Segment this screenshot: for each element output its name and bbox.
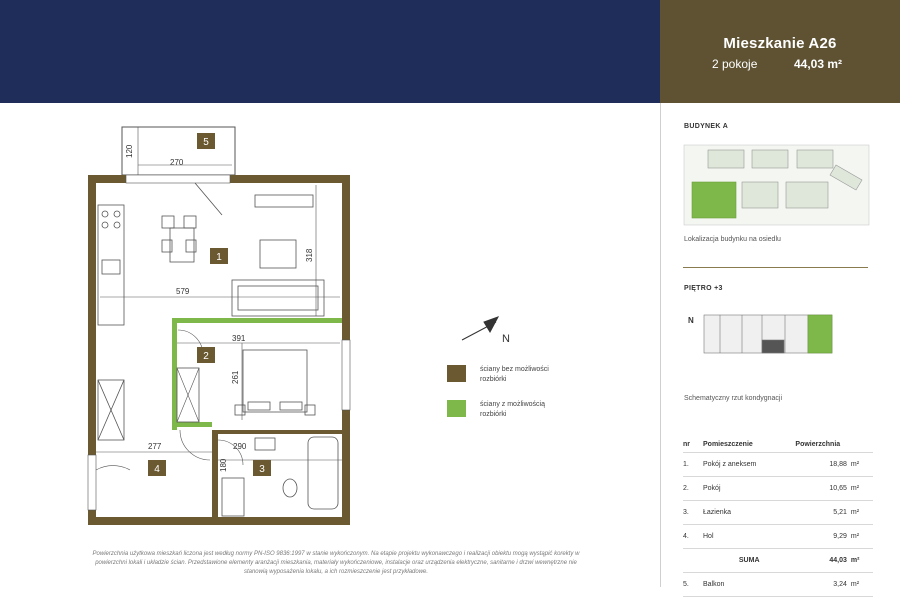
dining-table (162, 216, 196, 262)
north-arrow (462, 317, 498, 340)
removable-walls (172, 318, 342, 430)
table-row: 5. Balkon 3,24 m² (683, 572, 873, 596)
floor-caption: Schematyczny rzut kondygnacji (684, 395, 783, 402)
table-row: 3. Łazienka 5,21 m² (683, 500, 873, 524)
dim-balcony-width: 270 (170, 158, 184, 167)
legend-removable-swatch (447, 400, 466, 417)
dim-bedroom-width: 391 (232, 334, 246, 343)
col-area: Powierzchnia (795, 438, 873, 452)
dim-living-depth: 318 (305, 248, 314, 262)
legend-fixed-swatch (447, 365, 466, 382)
kitchen-furniture (98, 205, 124, 440)
legend-removable-label: ściany z możliwością rozbiórki (480, 401, 545, 418)
floor-north-label: N (688, 316, 694, 325)
legend-fixed-label: ściany bez możliwości rozbiórki (480, 366, 549, 383)
total-area: 44,03 m² (793, 57, 842, 71)
dim-bath-width: 290 (233, 442, 247, 451)
dim-bath-depth: 180 (219, 458, 228, 472)
building-label: BUDYNEK A (684, 123, 729, 130)
col-room: Pomieszczenie (703, 438, 795, 452)
table-row: 4. Hol 9,29 m² (683, 524, 873, 548)
footnote: Powierzchnia użytkowa mieszkań liczona jest według normy PN-ISO 9836:1997 w stanie wykończonym. Na etapie projektu wykonawczego i realizacji obiektu mogą wystąpić korekty w powierzchni lokali i układzie ścian. Przedstawione elementy aranżacji mieszkania, materiały wykończeniowe, instalacje oraz urządzenia elektryczne, sanitarne i drzwi wewnętrzne nie stanowią wyposażenia lokalu, a ich rozmieszczenie jest przykładowe. (92, 551, 580, 575)
floor-label: PIĘTRO +3 (684, 285, 723, 292)
panel-divider (660, 103, 661, 587)
floor-schematic (704, 315, 832, 353)
room-count: 2 pokoje (712, 57, 758, 71)
separator (683, 267, 868, 268)
dim-hall-width: 277 (148, 442, 162, 451)
header-band (0, 0, 660, 103)
table-row: 2. Pokój 10,65 m² (683, 476, 873, 500)
north-label: N (502, 333, 510, 345)
dim-total-width: 579 (176, 287, 190, 296)
table-sum-row: SUMA 44,03 m² (683, 548, 873, 572)
apartment-name: Mieszkanie A26 (723, 35, 837, 52)
table-row: 1. Pokój z aneksem 18,88 m² (683, 452, 873, 476)
room-number-1: 1 (216, 252, 222, 263)
building-caption: Lokalizacja budynku na osiedlu (684, 236, 781, 243)
col-nr: nr (683, 438, 703, 452)
room-number-5: 5 (203, 137, 209, 148)
room-number-4: 4 (154, 464, 160, 475)
room-number-3: 3 (259, 464, 265, 475)
site-map (684, 145, 869, 225)
dim-balcony-depth: 120 (125, 144, 134, 158)
balcony (122, 127, 235, 175)
apartment-title-box (660, 0, 900, 103)
room-area-table (683, 438, 873, 597)
dim-bedroom-depth: 261 (231, 370, 240, 384)
room-number-2: 2 (203, 351, 209, 362)
